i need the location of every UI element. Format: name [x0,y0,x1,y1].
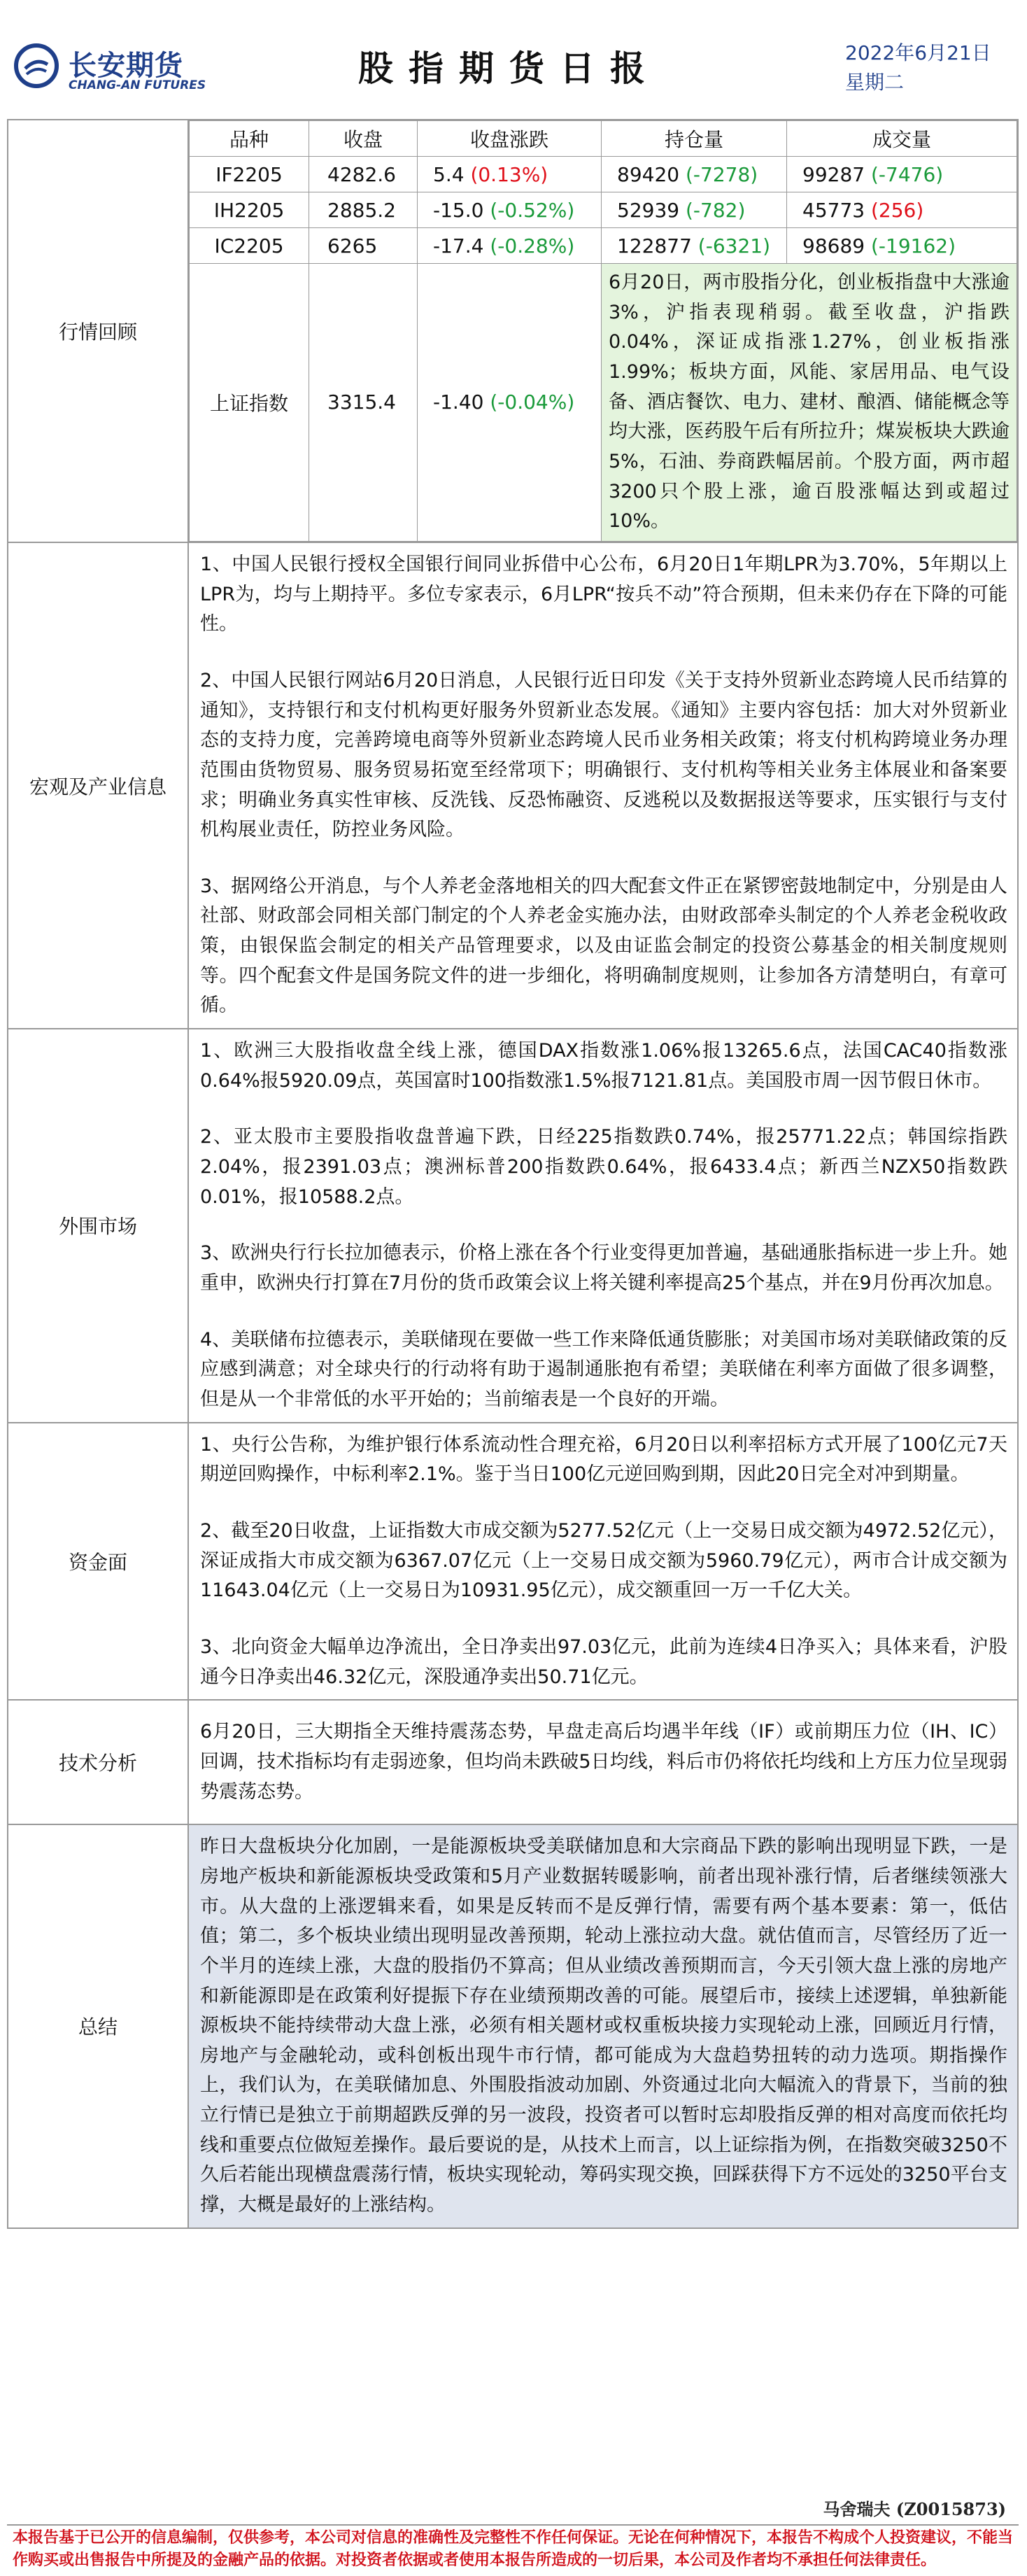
change-pct: (-0.04%) [490,390,575,414]
close-change [418,192,602,228]
change-pct: (-0.52%) [490,198,575,222]
change-value: -15.0 [433,198,484,222]
table-row [190,192,1017,228]
market-header-row [190,121,1017,157]
section-label-market: 行情回顾 [8,120,188,542]
close-change [418,228,602,264]
paragraph: 1、欧洲三大股指收盘全线上涨，德国DAX指数涨1.06%报13265.6点，法国CAC40指数涨0.64%报5920.09点，英国富时100指数涨1.5%报7121.81点。美国股市周一因节假日休市。 [200,1040,1007,1092]
paragraph: 2、中国人民银行网站6月20日消息，人民银行近日印发《关于支持外贸新业态跨境人民币结算的通知》，支持银行和支付机构更好服务外贸新业态发展。《通知》主要内容包括：加大对外贸新业态的支持力度，完善跨境电商等外贸新业态跨境人民币业务相关政策；将支付机构跨境业务办理范围由货物贸易、服务贸易拓宽至经常项下；明确银行、支付机构等相关业务主体展业和备案要求；明确业务真实性审核、反洗钱、反恐怖融资、反逃税以及数据报送等要求，压实银行与支付机构展业责任，防控业务风险。 [200,669,1007,841]
report-table [7,119,1019,2229]
market-table [189,120,1017,542]
change-value: -17.4 [433,234,484,258]
paragraph: 2、亚太股市主要股指收盘普遍下跌，日经225指数跌0.74%，报25771.22点；韩国综指跌2.04%，报2391.03点；澳洲标普200指数跌0.64%，报6433.4点；新西兰NZX50指数跌0.01%，报10588.2点。 [200,1126,1007,1208]
change-value: 5.4 [433,162,465,186]
table-row-sh-index [190,264,1017,542]
change-pct: (-0.28%) [490,234,575,258]
paragraph: 2、截至20日收盘，上证指数大市成交额为5277.52亿元（上一交易日成交额为4972.52亿元），深证成指大市成交额为6367.07亿元（上一交易日成交额为5960.79亿元），两市合计成交额为11643.04亿元（上一交易日为10931.95亿元），成交额重回一万一千亿大关。 [200,1519,1007,1602]
index-name: 上证指数 [190,264,309,542]
company-logo [6,32,215,95]
contract-name: IC2205 [190,228,309,264]
volume-change: (-19162) [870,234,956,258]
col-header: 成交量 [787,121,1017,157]
oi-value: 89420 [617,162,680,186]
report-weekday: 星期二 [845,71,905,94]
section-label-overseas: 外围市场 [8,1029,188,1423]
close-price: 2885.2 [309,192,418,228]
volume [787,228,1017,264]
market-table-cell [188,120,1018,542]
market-commentary: 6月20日，两市股指分化，创业板指盘中大涨逾3%，沪指表现稍弱。截至收盘，沪指跌0.04%，深证成指涨1.27%，创业板指涨1.99%；板块方面，风能、家居用品、电气设备、酒店餐饮、电力、建材、酿酒、储能概念等均大涨，医药股午后有所拉升；煤炭板块大跌逾5%，石油、券商跌幅居前。个股方面，两市超3200只个股上涨，逾百股涨幅达到或超过10%。 [602,264,1017,542]
volume-value: 98689 [802,234,865,258]
logo-text-en: CHANG-AN FUTURES [69,78,206,92]
chang-an-logo-icon [14,43,59,88]
section-technical [8,1700,1018,1824]
paragraph: 3、北向资金大幅单边净流出，全日净卖出97.03亿元，此前为连续4日净买入；具体来看，沪股通今日净卖出46.32亿元，深股通净卖出50.71亿元。 [200,1635,1007,1688]
col-header: 收盘 [309,121,418,157]
volume-value: 99287 [802,162,865,186]
contract-name: IF2205 [190,157,309,192]
close-price: 4282.6 [309,157,418,192]
oi-change: (-7278) [685,162,758,186]
analyst-signature: 马舍瑞夫 (Z0015873) [823,2499,1006,2519]
report-footer [7,2489,1019,2573]
open-interest [602,228,787,264]
volume [787,192,1017,228]
table-row [190,157,1017,192]
logo-text-cn: 长安期货 [69,50,183,82]
col-header: 持仓量 [602,121,787,157]
section-macro [8,542,1018,1029]
paragraph: 4、美联储布拉德表示，美联储现在要做一些工作来降低通货膨胀；对美国市场对美联储政策的反应感到满意；对全球央行的行动将有助于遏制通胀抱有希望；美联储在利率方面做了很多调整，但是从一个非常低的水平开始的；当前缩表是一个良好的开端。 [200,1328,1007,1410]
section-market [8,120,1018,542]
section-summary [8,1824,1018,2228]
open-interest [602,192,787,228]
close-change [418,157,602,192]
table-row [190,228,1017,264]
macro-text [188,542,1018,1029]
section-label-technical: 技术分析 [8,1700,188,1824]
paragraph: 1、央行公告称，为维护银行体系流动性合理充裕，6月20日以利率招标方式开展了100亿元7天期逆回购操作，中标利率2.1%。鉴于当日100亿元逆回购到期，因此20日完全对冲到期量。 [200,1433,1007,1486]
technical-text [188,1700,1018,1824]
summary-text [188,1824,1018,2228]
volume [787,157,1017,192]
overseas-text [188,1029,1018,1423]
contract-name: IH2205 [190,192,309,228]
change-pct: (0.13%) [470,162,548,186]
col-header: 收盘涨跌 [418,121,602,157]
section-label-macro: 宏观及产业信息 [8,542,188,1029]
section-label-summary: 总结 [8,1824,188,2228]
paragraph: 昨日大盘板块分化加剧，一是能源板块受美联储加息和大宗商品下跌的影响出现明显下跌，一是房地产板块和新能源板块受政策和5月产业数据转暖影响，前者出现补涨行情，后者继续领涨大市。从大盘的上涨逻辑来看，如果是反转而不是反弹行情，需要有两个基本要素：第一，低估值；第二，多个板块业绩出现明显改善预期，轮动上涨拉动大盘。就估值而言，尽管经历了近一个半月的连续上涨，大盘的股指仍不算高；但从业绩改善预期而言，今天引领大盘上涨的房地产和新能源即是在政策利好提振下存在业绩预期改善的可能。展望后市，接续上述逻辑，单独新能源板块不能持续带动大盘上涨，必须有相关题材或权重板块接力实现轮动上涨，回顾近月行情，房地产与金融轮动，或科创板出现牛市行情，都可能成为大盘趋势扭转的动力选项。期指操作上，我们认为，在美联储加息、外围股指波动加剧、外资通过北向大幅流入的背景下，当前的独立行情已是独立于前期超跌反弹的另一波段，投资者可以暂时忘却股指反弹的相对高度而依托均线和重要点位做短差操作。最后要说的是，从技术上而言，以上证综指为例，在指数突破3250不久后若能出现横盘震荡行情，板块实现轮动，筹码实现交换，回踩获得下方不远处的3250平台支撑，大概是最好的上涨结构。 [200,1836,1007,2216]
section-overseas [8,1029,1018,1423]
funds-text [188,1423,1018,1701]
report-date: 2022年6月21日 [845,41,991,64]
report-title: 股指期货日报 [358,48,660,89]
index-change [418,264,602,542]
paragraph: 3、据网络公开消息，与个人养老金落地相关的四大配套文件正在紧锣密鼓地制定中，分别是由人社部、财政部会同相关部门制定的个人养老金实施办法，由财政部牵头制定的个人养老金税收政策，由银保监会制定的相关产品管理要求，以及由证监会制定的投资公募基金的相关制度规则等。四个配套文件是国务院文件的进一步细化，将明确制度规则，让参加各方清楚明白，有章可循。 [200,875,1007,1017]
paragraph: 6月20日，三大期指全天维持震荡态势，早盘走高后均遇半年线（IF）或前期压力位（IH、IC）回调，技术指标均有走弱迹象，但均尚未跌破5日均线，料后市仍将依托均线和上方压力位呈现弱势震荡态势。 [200,1721,1007,1803]
oi-change: (-782) [685,198,746,222]
close-price: 6265 [309,228,418,264]
section-funds [8,1423,1018,1701]
index-close: 3315.4 [309,264,418,542]
disclaimer-text: 本报告基于已公开的信息编制，仅供参考，本公司对信息的准确性及完整性不作任何保证。无论在何种情况下，本报告不构成个人投资建议，不能当作购买或出售报告中所提及的金融产品的依据。对投资者依据或者使用本报告所造成的一切后果，本公司及作者均不承担任何法律责任。 [7,2524,1019,2573]
oi-value: 52939 [617,198,680,222]
paragraph: 1、中国人民银行授权全国银行间同业拆借中心公布，6月20日1年期LPR为3.70%，5年期以上LPR为，均与上期持平。多位专家表示，6月LPR“按兵不动”符合预期，但未来仍存在下降的可能性。 [200,553,1007,635]
volume-change: (256) [870,198,924,222]
report-header [6,6,1021,111]
oi-change: (-6321) [697,234,771,258]
paragraph: 3、欧洲央行行长拉加德表示，价格上涨在各个行业变得更加普遍，基础通胀指标进一步上升。她重申，欧洲央行打算在7月份的货币政策会议上将关键利率提高25个基点，并在9月份再次加息。 [200,1242,1007,1295]
volume-value: 45773 [802,198,865,222]
change-value: -1.40 [433,390,484,414]
volume-change: (-7476) [870,162,944,186]
oi-value: 122877 [617,234,692,258]
col-header: 品种 [190,121,309,157]
section-label-funds: 资金面 [8,1423,188,1701]
open-interest [602,157,787,192]
